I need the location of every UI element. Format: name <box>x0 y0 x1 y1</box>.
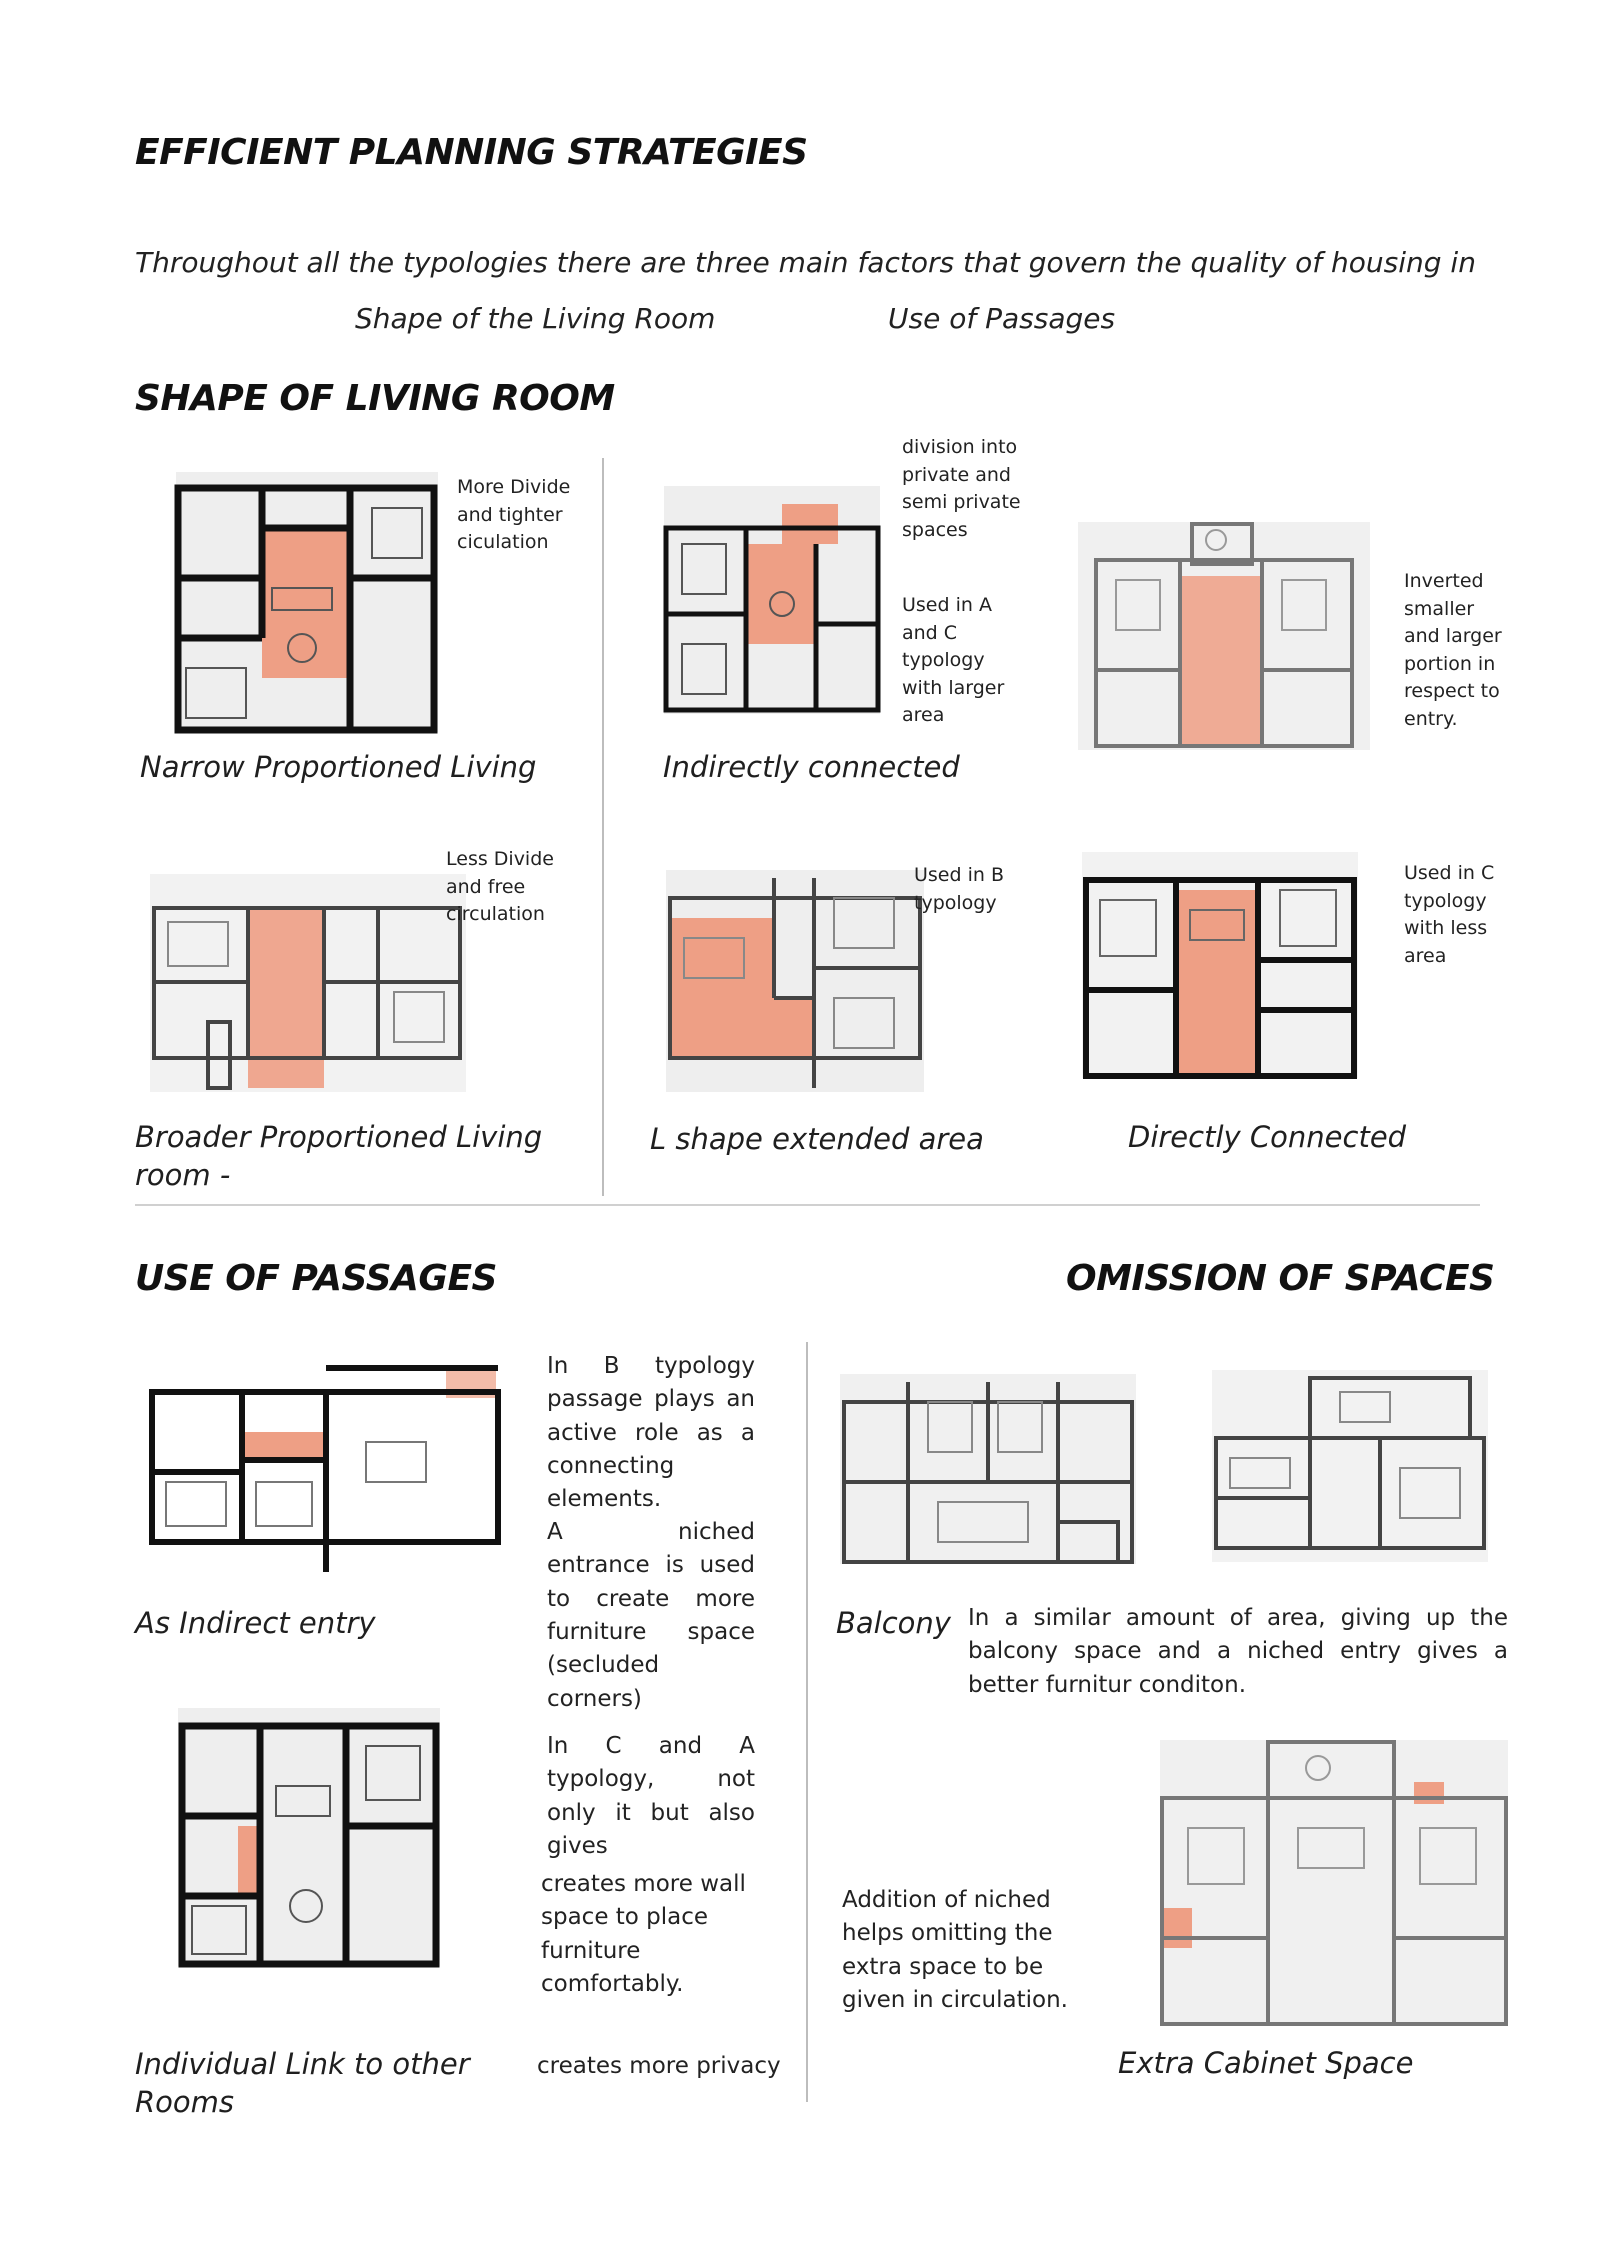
broader-living-note: Less Divide and free circulation <box>446 848 554 926</box>
broader-living-plan <box>148 872 468 1094</box>
intro-text: Throughout all the typologies there are three main factors that govern the quality of housing in <box>135 246 1476 279</box>
niche-note: Addition of niched helps omitting the extra space to be given in circulation. <box>842 1887 1068 2014</box>
intro-factor-living-room: Shape of the Living Room <box>355 302 716 335</box>
direct-note: Used in C typology with less area <box>1404 862 1495 967</box>
lower-section-divider <box>806 1342 808 2102</box>
passages-section-heading: USE OF PASSAGES <box>135 1258 497 1299</box>
section-divider <box>135 1204 1480 1206</box>
passage-note-niched-entrance: A niched entrance is used to create more furniture space (secluded corners) <box>547 1519 755 1712</box>
shape-section-divider <box>602 458 604 1196</box>
omission-section-heading: OMISSION OF SPACES <box>1066 1258 1495 1299</box>
broader-living-caption: Broader Proportioned Living room - <box>135 1120 543 1193</box>
extra-cabinet-caption: Extra Cabinet Space <box>1118 2046 1414 2080</box>
indirect-entry-caption: As Indirect entry <box>135 1606 376 1640</box>
indirect-typology-note: Used in A and C typology with larger area <box>902 594 1005 727</box>
balcony-plan-before <box>838 1372 1138 1566</box>
extra-cabinet-plan <box>1158 1738 1510 2028</box>
intro-factor-passages: Use of Passages <box>888 302 1116 335</box>
indirect-division-note: division into private and semi private spaces <box>902 436 1021 541</box>
direct-living-plan <box>1080 850 1360 1080</box>
page-title: EFFICIENT PLANNING STRATEGIES <box>135 132 808 173</box>
passage-note-b-typology: In B typology passage plays an active role as a connecting elements. <box>547 1353 755 1513</box>
narrow-living-note: More Divide and tighter ciculation <box>457 476 571 554</box>
narrow-living-plan <box>172 468 442 736</box>
balcony-plan-after <box>1210 1368 1490 1564</box>
passage-note-privacy: creates more privacy <box>537 2053 781 2079</box>
inverted-note: Inverted smaller and larger portion in respect to entry. <box>1404 570 1502 730</box>
inverted-living-plan <box>1076 520 1372 752</box>
indirect-caption: Indirectly connected <box>663 750 960 784</box>
balcony-note: In a similar amount of area, giving up the balcony space and a niched entry gives a better furnitur conditon. <box>968 1605 1508 1698</box>
indirect-living-plan <box>662 484 882 716</box>
shape-section-heading: SHAPE OF LIVING ROOM <box>135 378 615 419</box>
narrow-living-caption: Narrow Proportioned Living <box>140 750 537 784</box>
l-shape-caption: L shape extended area <box>650 1122 984 1156</box>
indirect-entry-plan <box>146 1362 510 1574</box>
individual-link-caption: Individual Link to other Rooms <box>135 2047 470 2120</box>
balcony-caption: Balcony <box>836 1606 951 1640</box>
direct-caption: Directly Connected <box>1128 1120 1407 1154</box>
l-shape-living-plan <box>664 868 926 1094</box>
individual-link-plan <box>176 1706 442 1968</box>
l-shape-note: Used in B typology <box>914 864 1004 914</box>
passage-note-c-a-typology: In C and A typology, not only it but also gives <box>547 1733 755 1860</box>
passage-note-wall-space: creates more wall space to place furniture comfortably. <box>541 1871 746 1998</box>
